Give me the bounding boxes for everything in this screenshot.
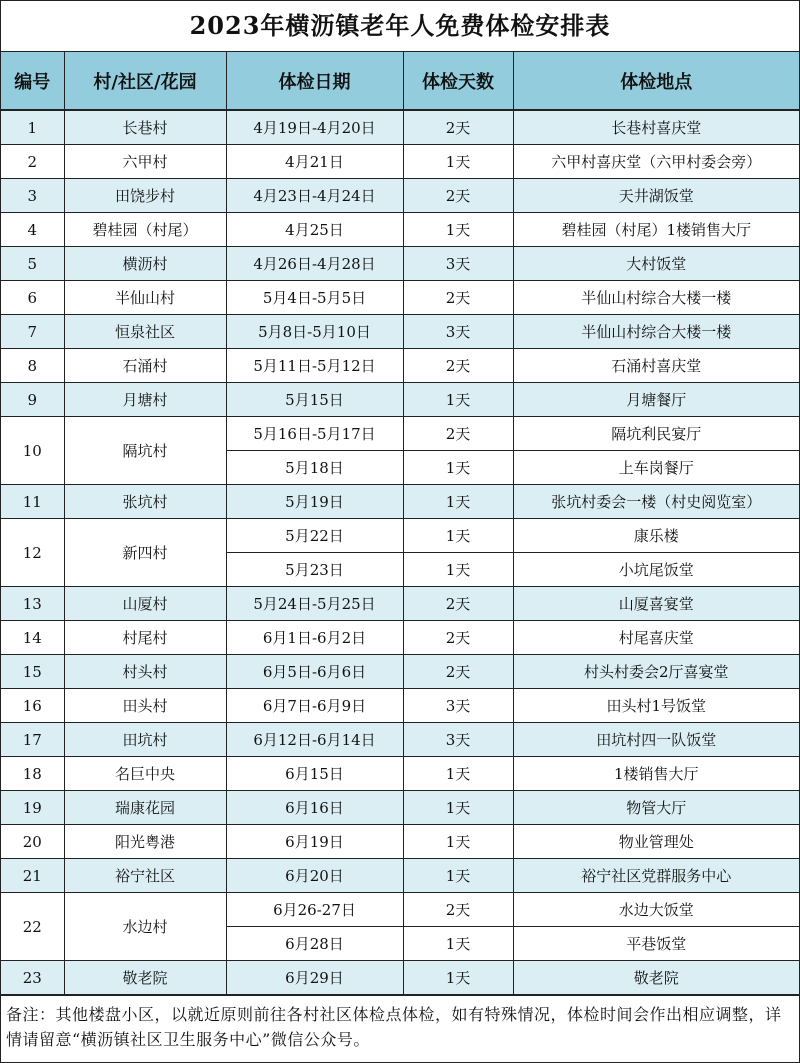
column-header-days: 体检天数 [403,52,513,110]
cell-location: 山厦喜宴堂 [513,587,799,621]
cell-location: 田头村1号饭堂 [513,689,799,723]
cell-date: 6月1日-6月2日 [226,621,403,655]
cell-days: 1天 [403,383,513,417]
cell-number: 11 [1,485,64,519]
cell-number: 9 [1,383,64,417]
cell-location: 田坑村四一队饭堂 [513,723,799,757]
cell-location: 隔坑利民宴厅 [513,417,799,451]
cell-location: 上车岗餐厅 [513,451,799,485]
table-row [1,757,799,791]
cell-location: 碧桂园（村尾）1楼销售大厅 [513,213,799,247]
cell-number: 4 [1,213,64,247]
cell-days: 1天 [403,791,513,825]
table-row [1,179,799,213]
cell-date: 5月8日-5月10日 [226,315,403,349]
cell-date: 4月25日 [226,213,403,247]
cell-number: 2 [1,145,64,179]
cell-days: 2天 [403,893,513,927]
cell-days: 1天 [403,519,513,553]
cell-village: 田头村 [64,689,226,723]
cell-days: 2天 [403,655,513,689]
cell-number: 5 [1,247,64,281]
cell-days: 1天 [403,859,513,893]
cell-location: 长巷村喜庆堂 [513,110,799,145]
cell-location: 张坑村委会一楼（村史阅览室） [513,485,799,519]
table-row [1,213,799,247]
table-row [1,655,799,689]
column-header-village: 村/社区/花园 [64,52,226,110]
cell-number: 1 [1,110,64,145]
cell-number: 16 [1,689,64,723]
cell-number: 13 [1,587,64,621]
table-row [1,383,799,417]
cell-village: 田坑村 [64,723,226,757]
table-row [1,145,799,179]
cell-days: 1天 [403,825,513,859]
cell-date: 6月15日 [226,757,403,791]
table-row [1,247,799,281]
cell-village: 隔坑村 [64,417,226,485]
cell-location: 物管大厅 [513,791,799,825]
cell-number: 19 [1,791,64,825]
cell-location: 月塘餐厅 [513,383,799,417]
footnote: 备注：其他楼盘小区，以就近原则前往各村社区体检点体检，如有特殊情况，体检时间会作出相应调整，详情请留意“横沥镇社区卫生服务中心”微信公众号。 [1,995,799,1052]
cell-number: 21 [1,859,64,893]
table-row [1,689,799,723]
cell-days: 3天 [403,247,513,281]
table-row [1,485,799,519]
cell-date: 5月16日-5月17日 [226,417,403,451]
cell-date: 6月5日-6月6日 [226,655,403,689]
cell-number: 7 [1,315,64,349]
table-row [1,349,799,383]
cell-days: 1天 [403,485,513,519]
cell-date: 6月20日 [226,859,403,893]
cell-location: 六甲村喜庆堂（六甲村委会旁） [513,145,799,179]
cell-village: 敬老院 [64,961,226,995]
cell-village: 恒泉社区 [64,315,226,349]
table-row [1,893,799,927]
cell-date: 6月16日 [226,791,403,825]
cell-location: 天井湖饭堂 [513,179,799,213]
cell-days: 2天 [403,349,513,383]
cell-village: 水边村 [64,893,226,961]
cell-days: 2天 [403,587,513,621]
cell-location: 水边大饭堂 [513,893,799,927]
cell-number: 17 [1,723,64,757]
cell-number: 10 [1,417,64,485]
cell-date: 6月7日-6月9日 [226,689,403,723]
cell-number: 3 [1,179,64,213]
cell-days: 2天 [403,110,513,145]
cell-location: 大村饭堂 [513,247,799,281]
cell-number: 6 [1,281,64,315]
cell-village: 横沥村 [64,247,226,281]
cell-days: 2天 [403,281,513,315]
cell-village: 半仙山村 [64,281,226,315]
table-row [1,791,799,825]
table-header-row [1,52,799,110]
cell-date: 4月23日-4月24日 [226,179,403,213]
cell-village: 碧桂园（村尾） [64,213,226,247]
cell-location: 1楼销售大厅 [513,757,799,791]
cell-days: 1天 [403,451,513,485]
cell-number: 15 [1,655,64,689]
page-title: 2023年横沥镇老年人免费体检安排表 [1,1,799,52]
cell-village: 石涌村 [64,349,226,383]
table-row [1,110,799,145]
cell-location: 物业管理处 [513,825,799,859]
cell-days: 1天 [403,145,513,179]
cell-date: 5月11日-5月12日 [226,349,403,383]
cell-days: 1天 [403,927,513,961]
cell-date: 5月23日 [226,553,403,587]
cell-days: 1天 [403,213,513,247]
cell-date: 4月21日 [226,145,403,179]
cell-location: 康乐楼 [513,519,799,553]
cell-date: 5月4日-5月5日 [226,281,403,315]
cell-village: 张坑村 [64,485,226,519]
table-row [1,281,799,315]
cell-date: 5月18日 [226,451,403,485]
cell-days: 3天 [403,689,513,723]
cell-days: 2天 [403,621,513,655]
cell-date: 5月22日 [226,519,403,553]
table-row [1,587,799,621]
cell-days: 1天 [403,757,513,791]
cell-date: 6月28日 [226,927,403,961]
cell-days: 1天 [403,553,513,587]
cell-date: 5月15日 [226,383,403,417]
column-header-location: 体检地点 [513,52,799,110]
cell-location: 半仙山村综合大楼一楼 [513,315,799,349]
cell-location: 村头村委会2厅喜宴堂 [513,655,799,689]
cell-location: 敬老院 [513,961,799,995]
cell-village: 田饶步村 [64,179,226,213]
cell-date: 4月26日-4月28日 [226,247,403,281]
cell-date: 6月26-27日 [226,893,403,927]
cell-location: 石涌村喜庆堂 [513,349,799,383]
cell-date: 6月12日-6月14日 [226,723,403,757]
cell-number: 8 [1,349,64,383]
table-row [1,417,799,451]
table-row [1,315,799,349]
cell-days: 2天 [403,179,513,213]
cell-date: 5月19日 [226,485,403,519]
cell-date: 4月19日-4月20日 [226,110,403,145]
cell-date: 5月24日-5月25日 [226,587,403,621]
cell-village: 名巨中央 [64,757,226,791]
cell-number: 12 [1,519,64,587]
cell-village: 月塘村 [64,383,226,417]
cell-number: 23 [1,961,64,995]
cell-number: 14 [1,621,64,655]
cell-days: 2天 [403,417,513,451]
cell-date: 6月29日 [226,961,403,995]
cell-location: 小坑尾饭堂 [513,553,799,587]
cell-village: 村尾村 [64,621,226,655]
cell-village: 阳光粤港 [64,825,226,859]
schedule-table [1,52,799,995]
cell-number: 20 [1,825,64,859]
table-row [1,519,799,553]
cell-village: 瑞康花园 [64,791,226,825]
cell-village: 村头村 [64,655,226,689]
cell-days: 3天 [403,723,513,757]
cell-village: 裕宁社区 [64,859,226,893]
column-header-date: 体检日期 [226,52,403,110]
cell-days: 1天 [403,961,513,995]
cell-village: 长巷村 [64,110,226,145]
table-row [1,723,799,757]
table-row [1,961,799,995]
cell-date: 6月19日 [226,825,403,859]
cell-location: 平巷饭堂 [513,927,799,961]
table-row [1,825,799,859]
cell-location: 村尾喜庆堂 [513,621,799,655]
cell-days: 3天 [403,315,513,349]
cell-village: 新四村 [64,519,226,587]
cell-village: 山厦村 [64,587,226,621]
cell-number: 22 [1,893,64,961]
cell-location: 半仙山村综合大楼一楼 [513,281,799,315]
table-row [1,859,799,893]
cell-number: 18 [1,757,64,791]
column-header-number: 编号 [1,52,64,110]
table-row [1,621,799,655]
cell-village: 六甲村 [64,145,226,179]
cell-location: 裕宁社区党群服务中心 [513,859,799,893]
